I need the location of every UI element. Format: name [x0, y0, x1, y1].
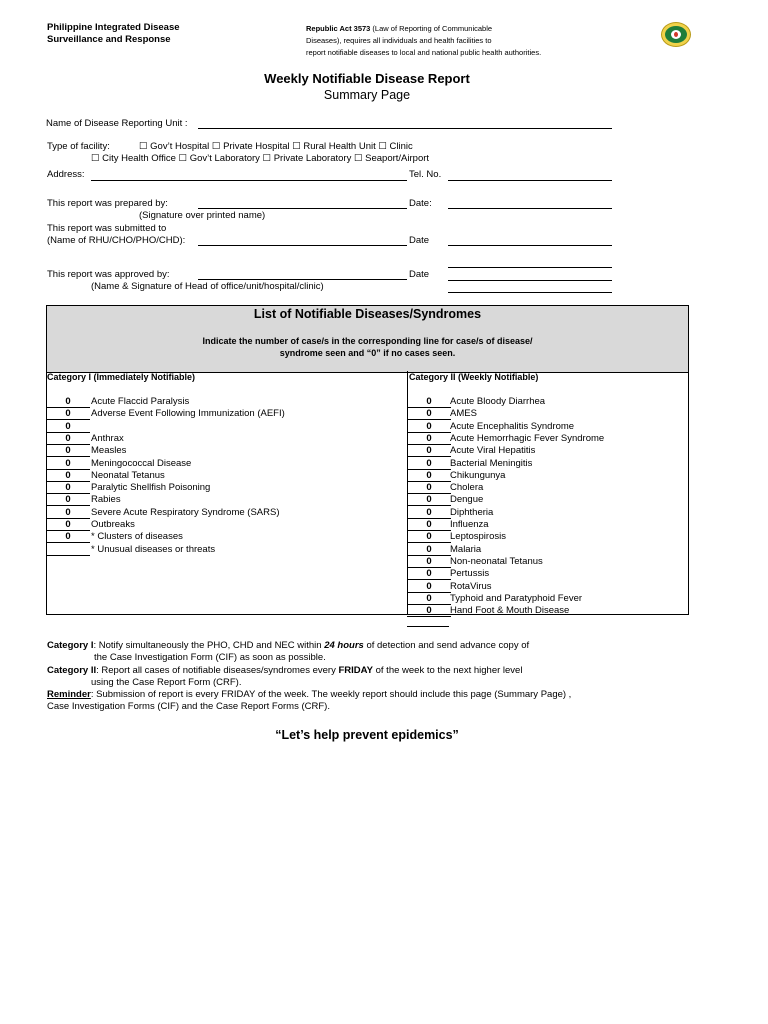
address-field[interactable] [91, 180, 407, 181]
cat1-count[interactable]: 0 [65, 531, 71, 543]
cat2-count-line [407, 616, 451, 617]
prepared-date-field[interactable] [448, 208, 612, 209]
note-category2-line2: using the Case Report Form (CRF). [91, 677, 242, 688]
cat2-disease-label: Cholera [450, 482, 484, 494]
facility-options-row1[interactable]: ☐ Gov’t Hospital ☐ Private Hospital ☐ Rural Health Unit ☐ Clinic [139, 141, 413, 152]
republic-act-line3: report notifiable diseases to local and national public health authorities. [306, 48, 542, 57]
category2-trailing-line [407, 626, 449, 627]
republic-act-line1 [306, 24, 492, 33]
address-label: Address: [47, 169, 85, 180]
tel-label: Tel. No. [409, 169, 442, 180]
reporting-unit-label: Name of Disease Reporting Unit : [46, 118, 188, 129]
instruction-line2: syndrome seen and “0” if no cases seen. [279, 348, 456, 358]
reporting-unit-field[interactable] [198, 128, 612, 129]
note-category1-emphasis: 24 hours [324, 640, 364, 651]
cat1-count[interactable]: 0 [65, 445, 71, 457]
cat1-count[interactable]: 0 [65, 408, 71, 420]
cat1-count[interactable]: 0 [65, 432, 71, 444]
submitted-to-field[interactable] [198, 245, 407, 246]
approved-date-field[interactable] [448, 280, 612, 281]
extra-line-2 [448, 292, 612, 293]
cat1-count[interactable]: 0 [65, 482, 71, 494]
approved-note: (Name & Signature of Head of office/unit/hospital/clinic) [91, 281, 324, 292]
cat1-disease-label: Paralytic Shellfish Poisoning [91, 482, 211, 494]
facility-type-label: Type of facility: [47, 141, 110, 152]
cat2-disease-label: AMES [450, 408, 477, 420]
cat1-count[interactable]: 0 [65, 396, 71, 407]
cat2-count[interactable]: 0 [426, 469, 432, 481]
category2-header: Category II (Weekly Notifiable) [409, 372, 539, 382]
cat2-count[interactable]: 0 [426, 605, 432, 617]
cat1-disease-label: Rabies [91, 494, 121, 506]
prepared-date-label: Date: [409, 198, 432, 209]
cat2-disease-label: RotaVirus [450, 580, 492, 592]
cat2-count[interactable]: 0 [426, 482, 432, 494]
cat1-disease-label: Meningococcal Disease [91, 457, 192, 469]
republic-act-line2: Diseases), requires all individuals and health facilities to [306, 36, 492, 45]
cat2-count[interactable]: 0 [426, 445, 432, 457]
cat2-count[interactable]: 0 [426, 555, 432, 567]
note-category1-text-a: : Notify simultaneously the PHO, CHD and NEC within [93, 640, 325, 651]
prepared-by-field[interactable] [198, 208, 407, 209]
cat1-disease-label: Severe Acute Respiratory Syndrome (SARS) [91, 506, 280, 518]
submitted-to-label: This report was submitted to [47, 223, 167, 234]
note-category2-emphasis: FRIDAY [338, 665, 373, 676]
cat1-disease-label: Adverse Event Following Immunization (AEFI) [91, 408, 285, 420]
cat2-count[interactable]: 0 [426, 580, 432, 592]
cat2-count[interactable]: 0 [426, 494, 432, 506]
note-category2-text-a: : Report all cases of notifiable diseases/syndromes every [96, 665, 339, 676]
cat2-disease-label: Malaria [450, 543, 482, 555]
page-title: Weekly Notifiable Disease Report [264, 71, 470, 86]
note-category1-text-b: of detection and send advance copy of [363, 640, 530, 651]
note-category1-line2: the Case Investigation Form (CIF) as soon as possible. [94, 652, 326, 663]
note-reminder-text: : Submission of report is every FRIDAY of the week. The weekly report should include this page (Summary Page) , [90, 689, 572, 700]
cat2-disease-label: Typhoid and Paratyphoid Fever [450, 592, 583, 604]
cat1-disease-label: Anthrax [91, 432, 124, 444]
cat2-disease-label: Dengue [450, 494, 484, 506]
cat2-count[interactable]: 0 [426, 519, 432, 530]
cat2-disease-label: Acute Viral Hepatitis [450, 445, 536, 457]
note-category1-label: Category I [47, 640, 94, 651]
cat1-count[interactable]: 0 [65, 494, 71, 506]
approved-date-label: Date [409, 269, 430, 280]
signature-note: (Signature over printed name) [139, 210, 266, 221]
cat1-count[interactable]: 0 [65, 420, 71, 432]
cat2-count[interactable]: 0 [426, 432, 432, 444]
cat1-disease-label: Neonatal Tetanus [91, 469, 165, 481]
cat2-disease-label: Chikungunya [450, 469, 506, 481]
republic-act-rest: (Law of Reporting of Communicable [370, 24, 493, 33]
note-reminder [47, 689, 571, 700]
org-name-line1: Philippine Integrated Disease [47, 22, 180, 33]
cat2-disease-label: Acute Bloody Diarrhea [450, 396, 546, 407]
note-reminder-label: Reminder [47, 689, 91, 700]
cat2-disease-label: Non-neonatal Tetanus [450, 555, 543, 567]
cat2-count[interactable]: 0 [426, 420, 432, 432]
note-category2-text-b: of the week to the next higher level [372, 665, 523, 676]
org-name-line2: Surveillance and Response [47, 34, 171, 45]
category1-header: Category I (Immediately Notifiable) [47, 372, 196, 382]
cat2-disease-label: Acute Hemorrhagic Fever Syndrome [450, 432, 605, 444]
cat2-count[interactable]: 0 [426, 568, 432, 580]
cat1-count[interactable]: 0 [65, 469, 71, 481]
cat1-disease-label: Acute Flaccid Paralysis [91, 396, 190, 407]
cat2-disease-label: Diphtheria [450, 506, 494, 518]
page-subtitle: Summary Page [323, 88, 411, 102]
submitted-date-label: Date [409, 235, 430, 246]
cat1-count[interactable]: 0 [65, 506, 71, 518]
approved-by-field[interactable] [198, 279, 407, 280]
cat1-count-line [46, 555, 90, 556]
facility-options-row2[interactable]: ☐ City Health Office ☐ Gov’t Laboratory ☐ Private Laboratory ☐ Seaport/Airport [91, 153, 430, 164]
cat1-disease-label: * Unusual diseases or threats [91, 543, 216, 555]
cat2-count[interactable]: 0 [426, 531, 432, 543]
submitted-to-sublabel: (Name of RHU/CHO/PHO/CHD): [47, 235, 186, 246]
extra-line-1 [448, 267, 612, 268]
note-category2 [47, 665, 522, 676]
instruction-line1: Indicate the number of case/s in the corresponding line for case/s of disease/ [202, 336, 533, 346]
submitted-date-field[interactable] [448, 245, 612, 246]
cat2-count[interactable]: 0 [426, 457, 432, 469]
disease-list-title: List of Notifiable Diseases/Syndromes [253, 307, 482, 321]
cat2-count[interactable]: 0 [426, 396, 432, 407]
cat1-disease-label: * Clusters of diseases [91, 531, 183, 543]
approved-by-label: This report was approved by: [47, 269, 170, 280]
cat1-disease-label: Measles [91, 445, 127, 457]
doh-seal-icon [661, 22, 691, 47]
cat2-count[interactable]: 0 [426, 592, 432, 604]
cat2-count[interactable]: 0 [426, 408, 432, 420]
republic-act-title: Republic Act 3573 [306, 24, 371, 33]
cat1-count-line [46, 542, 90, 543]
slogan: “Let’s help prevent epidemics” [275, 728, 459, 742]
note-reminder-line2: Case Investigation Forms (CIF) and the Case Report Forms (CRF). [47, 701, 330, 712]
cat2-count[interactable]: 0 [426, 506, 432, 518]
cat1-disease-label: Outbreaks [91, 519, 135, 530]
prepared-by-label: This report was prepared by: [47, 198, 168, 209]
cat2-disease-label: Influenza [450, 519, 489, 530]
cat1-count[interactable]: 0 [65, 519, 71, 530]
tel-field[interactable] [448, 180, 612, 181]
note-category1 [47, 640, 529, 651]
cat2-count[interactable]: 0 [426, 543, 432, 555]
cat2-disease-label: Pertussis [450, 568, 490, 580]
note-category2-label: Category II [47, 665, 97, 676]
cat2-disease-label: Acute Encephalitis Syndrome [450, 420, 575, 432]
cat2-disease-label: Bacterial Meningitis [450, 457, 533, 469]
disease-list-header [47, 306, 688, 373]
cat2-disease-label: Hand Foot & Mouth Disease [450, 605, 570, 617]
cat2-disease-label: Leptospirosis [450, 531, 506, 543]
cat1-count[interactable]: 0 [65, 457, 71, 469]
